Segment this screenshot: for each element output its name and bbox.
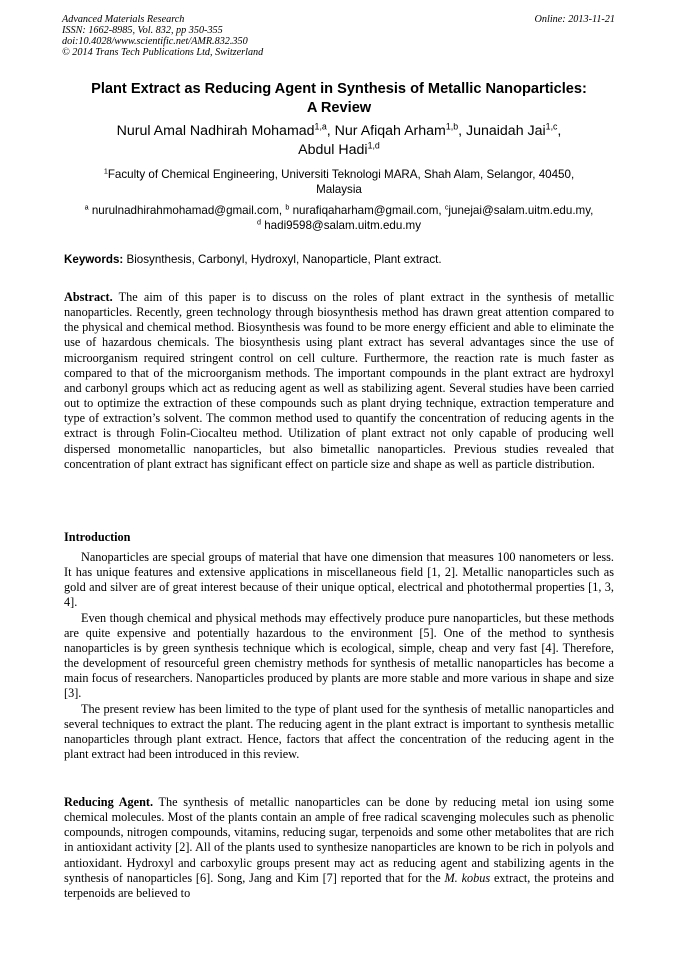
paragraph: The present review has been limited to the type of plant used for the synthesis of metallic nanoparticles and several techniques to extract the plant. The reducing agent in the plant extract is important to synthesis metallic nanoparticles through plant extract. Hence, factors that affect the concentration of the reducing agent in the plant extract had been introduced in this review. [64,701,614,762]
reducing-agent-section [64,795,614,901]
author-affil-sup: 1,a [314,121,327,132]
keywords-label: Keywords: [64,253,124,266]
author-name: Abdul Hadi [298,142,368,158]
affiliation-sup: 1 [103,166,108,176]
author-separator: , [326,123,335,139]
affiliation-line-1: Faculty of Chemical Engineering, Universiti Teknologi MARA, Shah Alam, Selangor, 40450, [107,168,575,181]
email-sup: a [84,202,89,212]
affiliation [62,167,616,197]
author-affil-sup: 1,b [445,121,459,132]
copyright-line: © 2014 Trans Tech Publications Ltd, Switzerland [62,47,264,58]
reducing-agent-text-end: extract, the proteins and terpenoids are believed to [64,870,614,900]
author-emails [62,203,616,233]
species-name: M. kobus [444,870,491,885]
abstract-text: The aim of this paper is to discuss on the roles of plant extract in the synthesis of metallic nanoparticles. Recently, green technology through biosynthesis method has drawn great attention compared to the physical and chemical method. Biosynthesis was found to be more energy efficient and able to eliminate the use of hazardous chemicals. The biosynthesis using plant extract has several advantages since the use of microorganism required stringent control on cell culture. Furthermore, the reaction rate is much faster as compared to that of the microorganism methods. The important compounds in the plant extract are hydroxyl and carbonyl groups which act as reducing agent as well as stabilizing agent. Several studies have been carried out to optimize the extraction of these compounds such as plant drying technique, extraction temperature and type of extraction’s solvent. The common method used to quantify the concentration of reducing agents in the extract is through Folin-Ciocalteu method. Utilization of plant extract not only capable of producing well dispersed monometallic nanoparticles, but also bimetallic nanoparticles. Previous studies revealed that concentration of plant extract has significant effect on particle size and shape as well as particle distribution. [64,290,614,471]
author-name: Nur Afiqah Arham [334,123,446,139]
keywords [64,253,442,267]
abstract-section [64,290,614,472]
email-address[interactable]: hadi9598@salam.uitm.edu.my [261,219,421,232]
author-separator: , [557,123,562,139]
journal-name: Advanced Materials Research [62,14,185,25]
email-sup: b [285,202,290,212]
paragraph: Even though chemical and physical methods may effectively produce pure nanoparticles, but these methods are quite expensive and potentially hazardous to the environment [5]. One of the method to synthesis nanoparticles is by green synthesis technique which is ecological, simple, cheap and very fast [4]. Therefore, the development of resourceful green chemistry methods for synthesis of metallic nanoparticles has become a main focus of researchers. Nanoparticles produced by plants are more stable and more various in shape and size [3]. [64,610,614,701]
reducing-agent-label: Reducing Agent. [64,795,154,809]
issn-line: ISSN: 1662-8985, Vol. 832, pp 350-355 [62,25,223,36]
paper-title [52,80,626,118]
email-sup: d [257,217,261,227]
keywords-text: Biosynthesis, Carbonyl, Hydroxyl, Nanoparticle, Plant extract. [123,253,442,266]
email-address[interactable]: junejai@salam.uitm.edu.my, [448,204,594,217]
doi-line: doi:10.4028/www.scientific.net/AMR.832.350 [62,36,248,47]
introduction-section [64,550,614,762]
author-separator: , [458,123,466,139]
online-date: Online: 2013-11-21 [534,14,615,25]
paragraph: Nanoparticles are special groups of material that have one dimension that measures 100 nanometers or less. It has unique features and extensive applications in miscellaneous field [1, 2]. Metallic nanoparticles such as gold and silver are of great interest because of their unique optical, electrical and photothermal properties [1, 3, 4]. [64,550,614,610]
introduction-heading: Introduction [64,530,131,544]
email-address[interactable]: nurafiqaharham@gmail.com, [289,204,445,217]
journal-header [62,14,263,58]
title-line-2: A Review [306,100,372,116]
author-affil-sup: 1,c [545,121,558,132]
reducing-agent-text: The synthesis of metallic nanoparticles can be done by reducing metal ion using some chemical molecules. Most of the plants contain an ample of free radical scavenging molecules such as phenolic compounds, nitrogen compounds, vitamins, reducing sugar, terpenoids and some other metabolites that are rich in antioxidant activity [2]. All of the plants used to synthesize nanoparticles are known to be rich in polyols and antioxidant. Hydroxyl and carboxylic groups present may act as reducing agent and stabilizing agents in the synthesis of nanoparticles [6]. Song, Jang and Kim [7] reported that for the [64,795,614,885]
author-name: Nurul Amal Nadhirah Mohamad [116,123,315,139]
title-line-1: Plant Extract as Reducing Agent in Synthesis of Metallic Nanoparticles: [91,81,587,97]
author-affil-sup: 1,d [367,140,380,151]
abstract-label: Abstract. [64,290,113,304]
affiliation-line-2: Malaysia [316,183,362,196]
author-name: Junaidah Jai [466,123,546,139]
email-sup: c [444,202,449,212]
email-address[interactable]: nurulnadhirahmohamad@gmail.com, [88,204,286,217]
author-list [52,122,626,160]
